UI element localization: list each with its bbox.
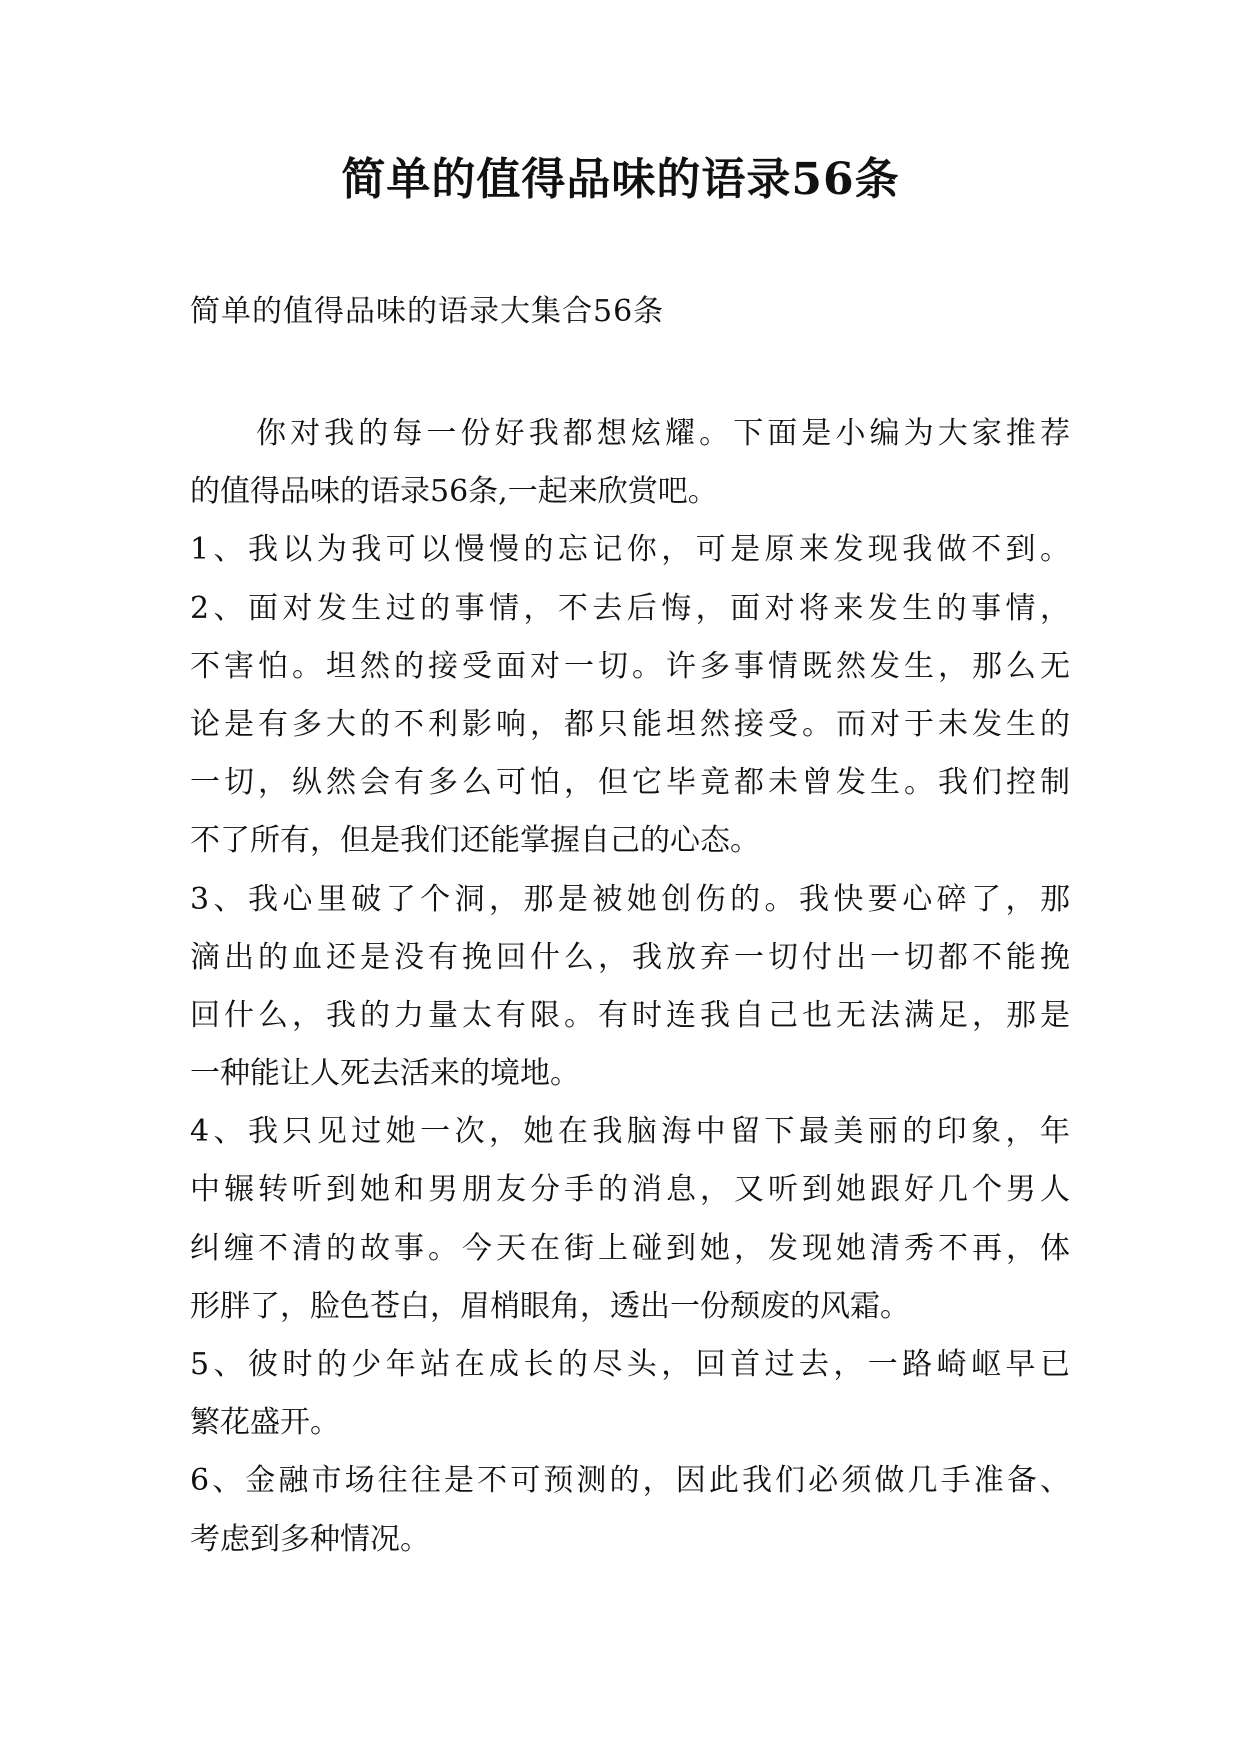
body-line: 3、我心里破了个洞，那是被她创伤的。我快要心碎了，那 [190, 881, 1070, 917]
body-line: 6、金融市场往往是不可预测的，因此我们必须做几手准备、 [190, 1463, 1070, 1499]
body-line: 回什么，我的力量太有限。有时连我自己也无法满足，那是 [190, 997, 1070, 1033]
body-line: 你对我的每一份好我都想炫耀。下面是小编为大家推荐 [256, 416, 1070, 451]
body-line: 不了所有，但是我们还能掌握自己的心态。 [190, 823, 760, 859]
body-line: 一种能让人死去活来的境地。 [190, 1056, 580, 1092]
body-line: 滴出的血还是没有挽回什么，我放弃一切付出一切都不能挽 [190, 939, 1070, 975]
body-line: 2、面对发生过的事情，不去后悔，面对将来发生的事情， [190, 590, 1070, 626]
document-title: 简单的值得品味的语录56条 [341, 154, 900, 205]
body-line: 不害怕。坦然的接受面对一切。许多事情既然发生，那么无 [190, 648, 1070, 684]
body-line: 5、彼时的少年站在成长的尽头，回首过去，一路崎岖早已 [190, 1347, 1070, 1382]
body-line: 4、我只见过她一次，她在我脑海中留下最美丽的印象，年 [190, 1114, 1070, 1150]
document-body [190, 405, 1070, 1569]
body-line: 一切，纵然会有多么可怕，但它毕竟都未曾发生。我们控制 [190, 765, 1070, 801]
body-line: 1、我以为我可以慢慢的忘记你，可是原来发现我做不到。 [190, 532, 1070, 568]
body-line: 中辗转听到她和男朋友分手的消息，又听到她跟好几个男人 [190, 1172, 1070, 1208]
document-subtitle: 简单的值得品味的语录大集合56条 [190, 294, 665, 329]
body-line: 的值得品味的语录56条,一起来欣赏吧。 [190, 474, 718, 510]
body-line: 繁花盛开。 [190, 1405, 340, 1441]
body-line: 考虑到多种情况。 [190, 1521, 430, 1557]
body-line: 论是有多大的不利影响，都只能坦然接受。而对于未发生的 [190, 706, 1070, 742]
body-line: 纠缠不清的故事。今天在街上碰到她，发现她清秀不再，体 [190, 1230, 1070, 1266]
body-line: 形胖了，脸色苍白，眉梢眼角，透出一份颓废的风霜。 [190, 1288, 910, 1324]
